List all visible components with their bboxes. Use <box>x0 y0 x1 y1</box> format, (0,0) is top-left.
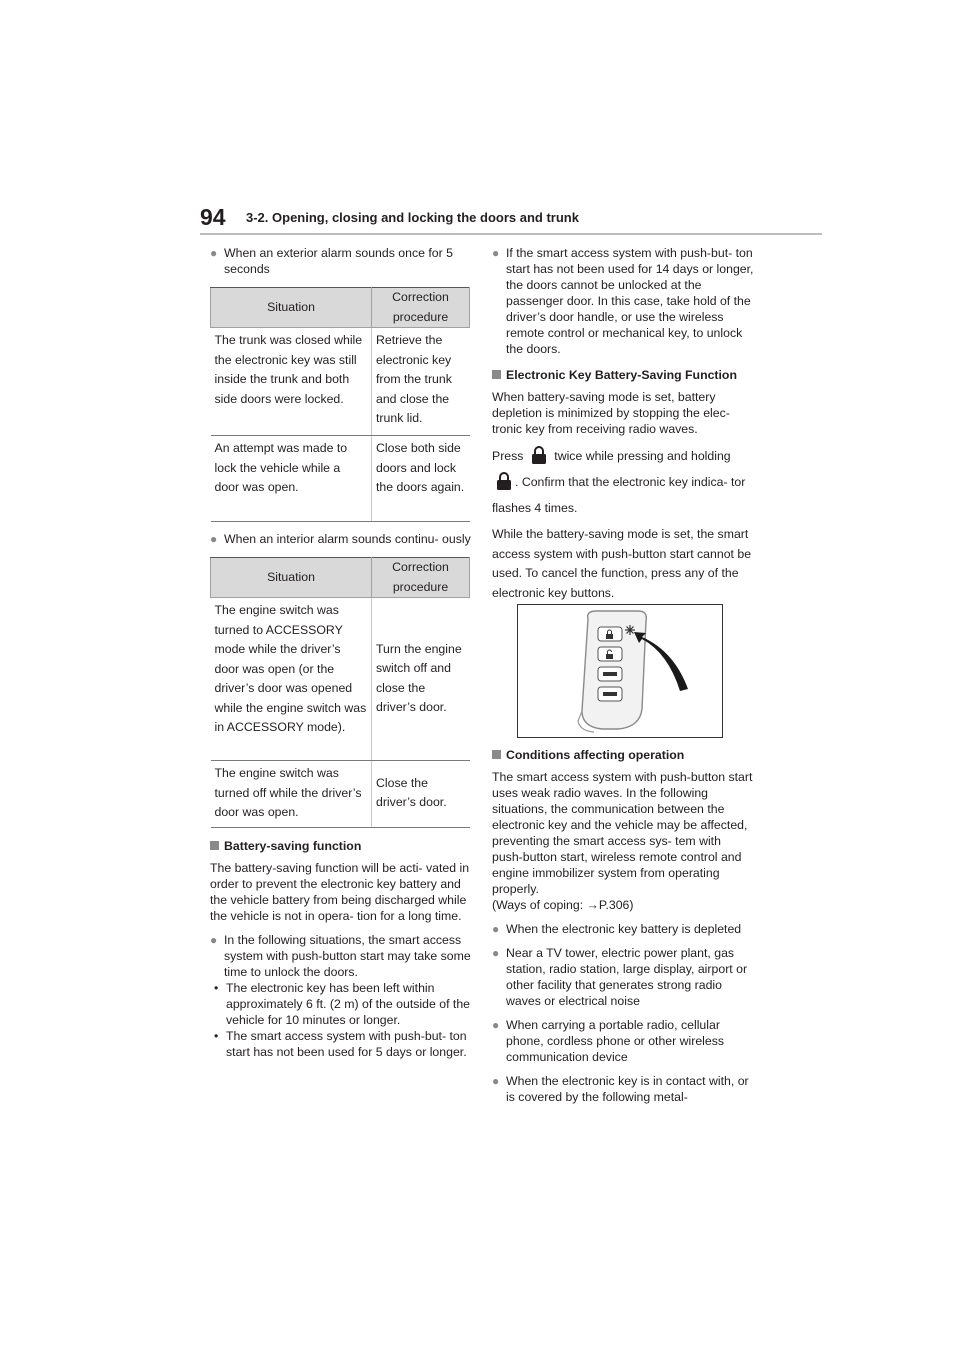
battery-depleted-bullet: ● When the electronic key battery is depleted <box>492 921 754 937</box>
table-header-correction: Correction procedure <box>372 558 470 598</box>
battery-saving-text: The battery-saving function will be acti- vated in order to prevent the electronic key battery and the vehicle battery from being discharged while the vehicle is not in opera- tion for a long time. <box>210 860 470 923</box>
table-cell: The engine switch was turned to ACCESSORY mode while the driver’s door was open (or the driver’s door was opened while the engine switch was in ACCESSORY mode). <box>211 598 372 761</box>
battery-saving-set-text: While the battery-saving mode is set, the smart access system with push-button start cannot be used. To cancel the function, press any of the electronic key buttons. <box>492 527 752 600</box>
press-instruction <box>492 445 754 519</box>
key-left-nearby-item: • The electronic key has been left within approximately 6 ft. (2 m) of the outside of the vehicle for 10 minutes or longer. <box>210 980 472 1028</box>
table-row <box>211 328 470 436</box>
table-cell: Turn the engine switch off and close the driver’s door. <box>372 598 470 761</box>
exterior-alarm-bullet: ● When an exterior alarm sounds once for 5 seconds <box>210 245 472 277</box>
table-cell: The engine switch was turned off while the driver’s door was open. <box>211 761 372 828</box>
table-header-situation: Situation <box>211 558 372 598</box>
electronic-key-illustration <box>517 604 723 738</box>
battery-saving-heading: Battery-saving function <box>210 838 472 854</box>
confirm-text: . Confirm that the electronic key indica- tor flashes 4 times. <box>492 475 746 515</box>
exterior-alarm-table <box>210 287 470 522</box>
lock-icon <box>531 446 547 471</box>
table-cell: Close both side doors and lock the doors again. <box>372 436 470 522</box>
key-battery-saving-text: When battery-saving mode is set, battery depletion is minimized by stopping the elec- tronic key from receiving radio waves. <box>492 390 730 436</box>
section-title: 3-2. Opening, closing and locking the doors and trunk <box>246 210 579 225</box>
press-text: Press <box>492 449 524 463</box>
table-cell: The trunk was closed while the electronic key was still inside the trunk and both side doors were locked. <box>211 328 372 436</box>
interior-alarm-bullet: ● When an interior alarm sounds continu- ously <box>210 531 472 547</box>
table-row <box>211 436 470 522</box>
table-cell: Close the driver’s door. <box>372 761 470 828</box>
table-row <box>211 761 470 828</box>
table-cell: An attempt was made to lock the vehicle while a door was open. <box>211 436 372 522</box>
conditions-text: The smart access system with push-button start uses weak radio waves. In the following situations, the communication between the electronic key and the vehicle may be affected, preventing the smart access sys- tem with push-button start, wireless remote control and engine immobilizer system from operating properly. <box>492 770 753 896</box>
not-used-14-days-bullet: ● If the smart access system with push-but- ton start has not been used for 14 days or longer, the doors cannot be unlocked at the passenger door. In this case, take hold of the driver’s door handle, or use the wireless remote control or mechanical key, to unlock the doors. <box>492 245 754 357</box>
interior-alarm-table <box>210 557 470 828</box>
key-battery-saving-heading: Electronic Key Battery-Saving Function <box>492 367 754 383</box>
ways-of-coping: (Ways of coping: →P.306) <box>492 898 634 912</box>
right-column <box>492 245 754 603</box>
table-header-correction: Correction procedure <box>372 288 470 328</box>
right-column-lower <box>492 747 754 1105</box>
table-header-situation: Situation <box>211 288 372 328</box>
unlock-delay-bullet: ● In the following situations, the smart access system with push-button start may take some time to unlock the doors. <box>210 932 472 980</box>
left-column <box>210 245 472 1060</box>
not-used-5-days-item: • The smart access system with push-but- ton start has not been used for 5 days or longer. <box>210 1028 472 1060</box>
table-row <box>211 598 470 761</box>
table-cell: Retrieve the electronic key from the trunk and close the trunk lid. <box>372 328 470 436</box>
portable-device-bullet: ● When carrying a portable radio, cellular phone, cordless phone or other wireless communication device <box>492 1017 754 1065</box>
press-mid-text: twice while pressing and holding <box>554 449 731 463</box>
lock-icon <box>496 472 512 497</box>
radio-waves-bullet: ● Near a TV tower, electric power plant, gas station, radio station, large display, airport or other facility that generates strong radio waves or electrical noise <box>492 945 754 1009</box>
metal-contact-bullet: ● When the electronic key is in contact with, or is covered by the following metal- <box>492 1073 754 1105</box>
header-rule <box>200 233 822 235</box>
conditions-heading: Conditions affecting operation <box>492 747 754 763</box>
page-number: 94 <box>200 204 226 230</box>
